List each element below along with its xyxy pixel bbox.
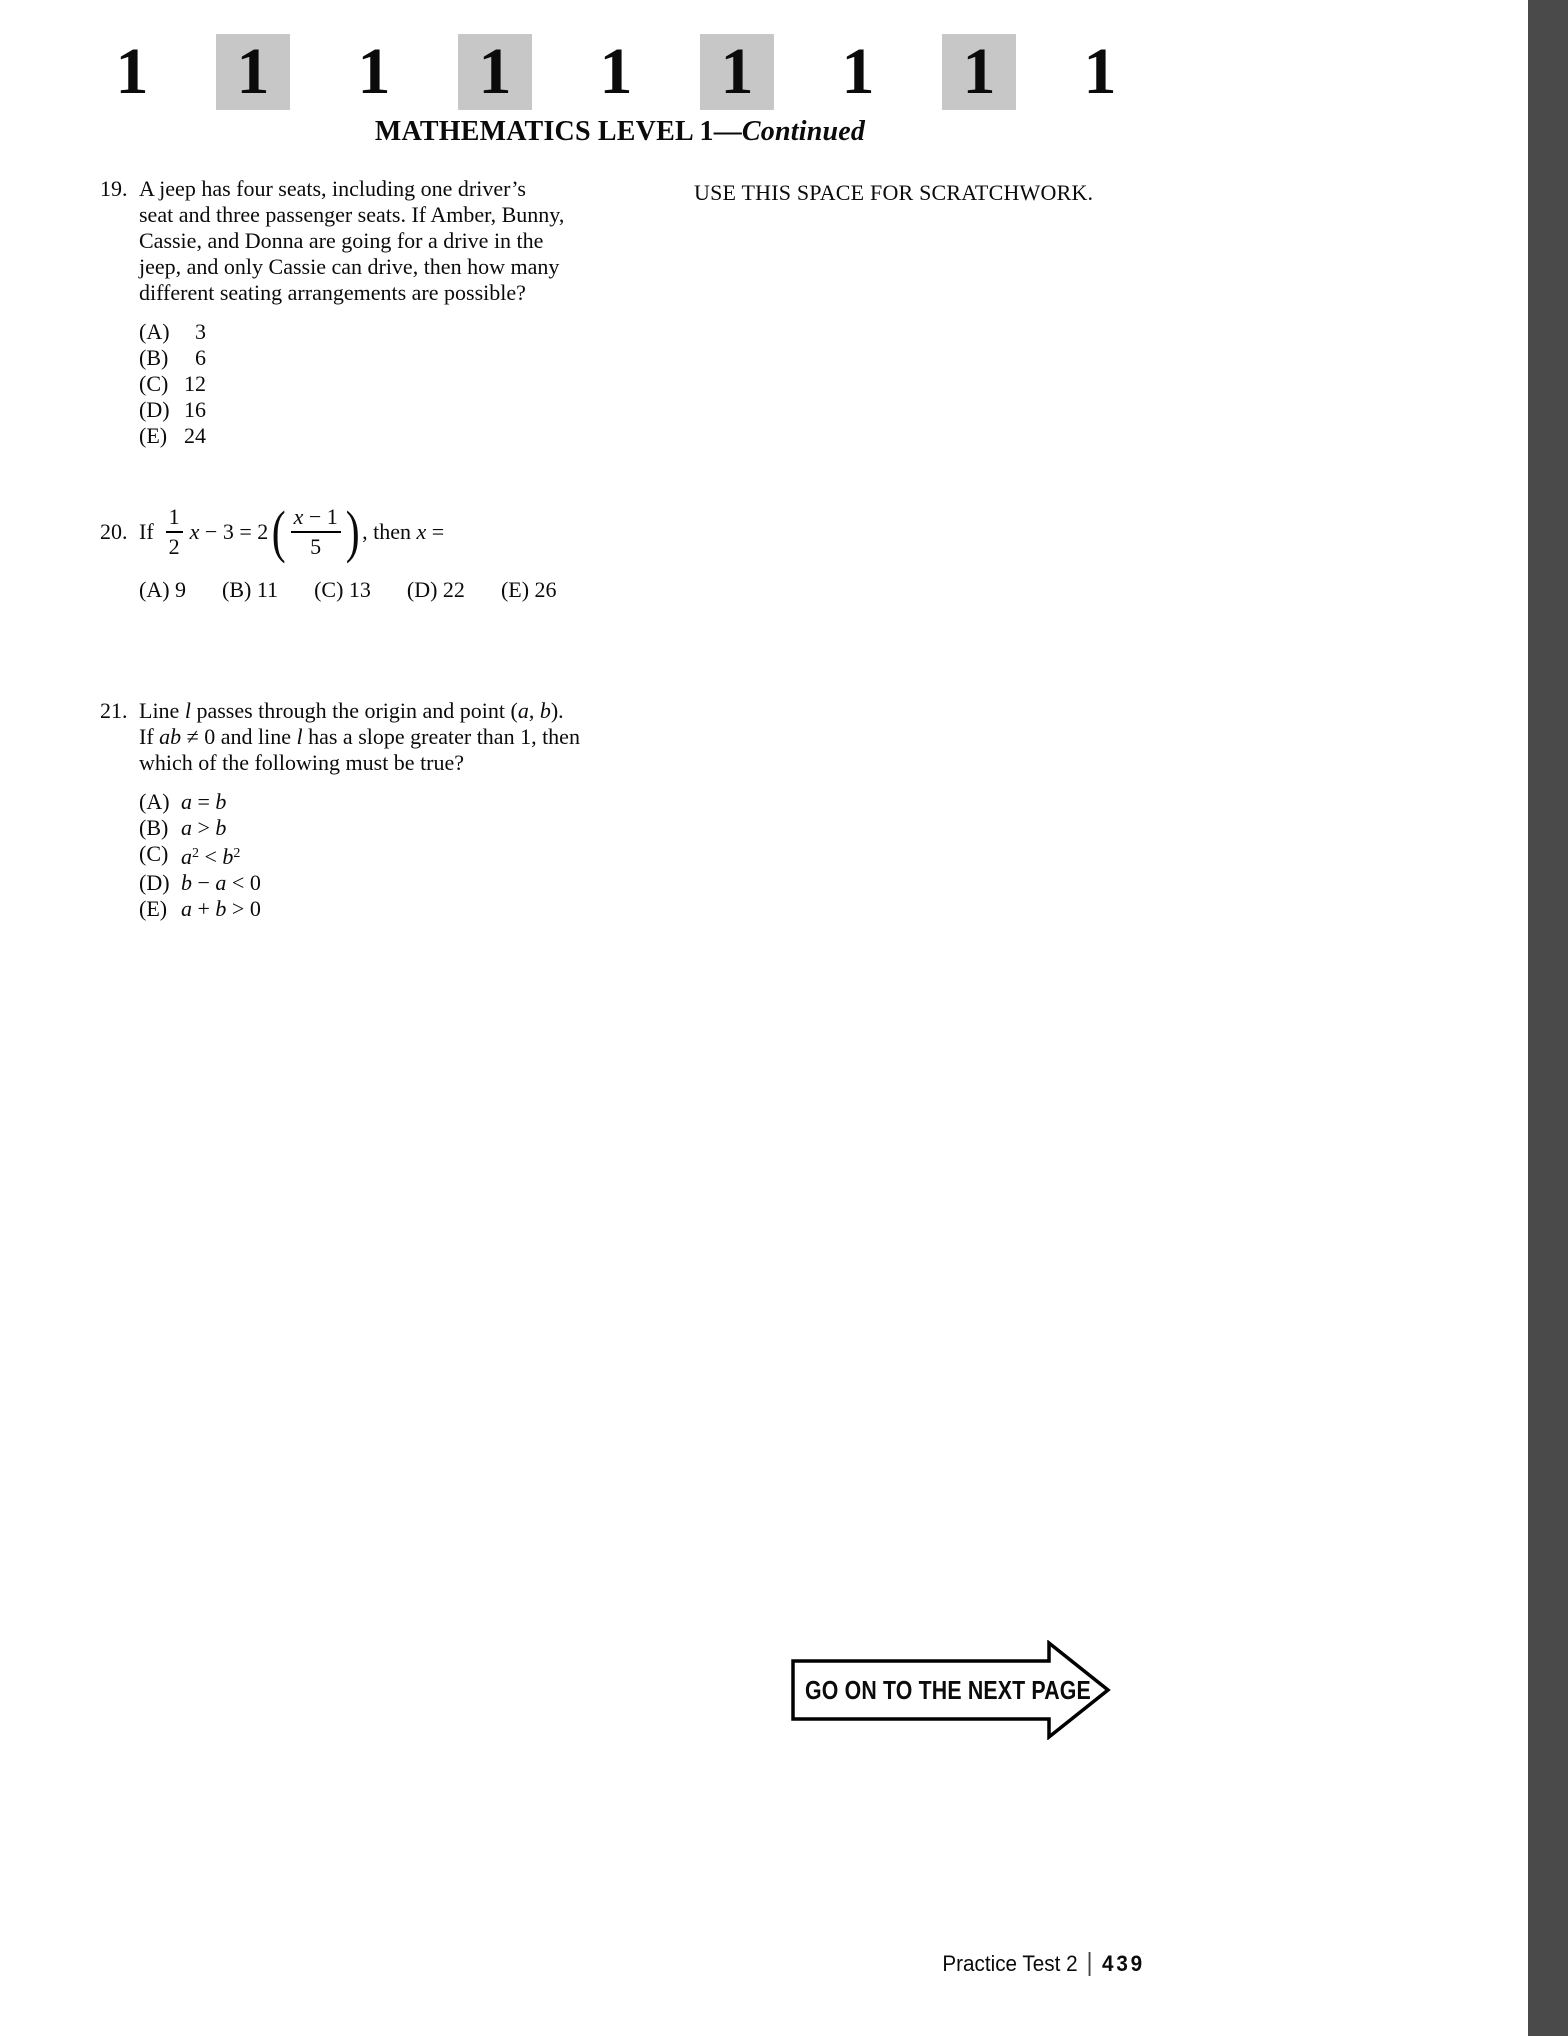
section-digit: 1 xyxy=(599,35,633,108)
choice-label: (C) xyxy=(139,841,169,866)
choice-b xyxy=(139,815,660,841)
question-20-equation xyxy=(100,499,660,564)
choice-value: 12 xyxy=(184,371,206,396)
question-21-choices xyxy=(139,789,660,922)
section-digit: 1 xyxy=(942,34,1016,110)
question-19 xyxy=(100,176,620,449)
choice-label: (B) xyxy=(139,815,169,840)
choice-value: $a^2 < b^2$ xyxy=(181,844,241,869)
footer-label: Practice Test 2 xyxy=(942,1951,1078,1976)
choice-value: b − a < 0 xyxy=(181,870,261,895)
question-line: different seating arrangements are possible? xyxy=(139,280,526,305)
choice-b xyxy=(139,345,620,371)
choice-label: (A) xyxy=(139,319,170,344)
choice-c xyxy=(139,371,620,397)
fraction-x-minus-1-over-5 xyxy=(291,505,341,559)
close-paren: ) xyxy=(345,499,360,564)
fraction-denominator: 5 xyxy=(310,534,322,559)
choice-a xyxy=(139,319,620,345)
question-line: If ab ≠ 0 and line l has a slope greater than 1, then xyxy=(139,724,580,749)
title-continued: Continued xyxy=(741,116,866,147)
section-digit: 1 xyxy=(700,34,774,110)
choice-value: a = b xyxy=(181,789,227,814)
footer-divider xyxy=(1089,1952,1091,1976)
section-digit: 1 xyxy=(458,34,532,110)
choice-value: 3 xyxy=(195,319,206,344)
section-digit: 1 xyxy=(115,35,149,108)
go-on-arrow xyxy=(790,1640,1112,1740)
choice-a xyxy=(139,789,660,815)
section-digit: 1 xyxy=(1083,35,1117,108)
title-main: MATHEMATICS LEVEL 1— xyxy=(374,116,742,147)
question-21-text xyxy=(139,698,660,776)
equation-tail: , then x = xyxy=(362,519,445,544)
fraction-one-half xyxy=(166,505,183,559)
choice-label: (C) xyxy=(139,371,169,396)
choice-label: (D) xyxy=(139,870,170,895)
choice-c: (C) 13 xyxy=(314,577,371,602)
question-20 xyxy=(100,499,660,603)
page-edge-bar xyxy=(1528,0,1568,2036)
section-digit: 1 xyxy=(841,35,875,108)
question-line: jeep, and only Cassie can drive, then how many xyxy=(139,254,560,279)
choice-value: a > b xyxy=(181,815,227,840)
choice-label: (B) xyxy=(139,345,169,370)
choice-d xyxy=(139,397,620,423)
question-21 xyxy=(100,698,660,922)
question-19-text xyxy=(139,176,620,306)
question-line: which of the following must be true? xyxy=(139,750,465,775)
question-line: Cassie, and Donna are going for a drive in the xyxy=(139,228,544,253)
question-20-choices xyxy=(139,577,660,603)
question-20-number: 20. xyxy=(100,519,128,544)
choice-value: 6 xyxy=(195,345,206,370)
question-19-choices xyxy=(139,319,620,449)
page-number: 439 xyxy=(1102,1951,1145,1976)
choice-e xyxy=(139,423,620,449)
page-footer xyxy=(816,1951,1145,1977)
section-number-strip xyxy=(95,34,1137,110)
choice-value: 24 xyxy=(184,423,206,448)
choice-label: (D) xyxy=(139,397,170,422)
question-21-number: 21. xyxy=(100,698,128,723)
fraction-numerator: x − 1 xyxy=(291,505,341,533)
choice-b: (B) 11 xyxy=(222,577,279,602)
question-line: seat and three passenger seats. If Amber, Bunny, xyxy=(139,202,565,227)
choice-e xyxy=(139,896,660,922)
equation-middle: x − 3 = 2 xyxy=(189,519,269,544)
choice-label: (E) xyxy=(139,896,168,921)
go-on-label: GO ON TO THE NEXT PAGE xyxy=(805,1674,1091,1705)
choice-d xyxy=(139,870,660,896)
choice-a: (A) 9 xyxy=(139,577,187,602)
page-title xyxy=(95,116,1145,148)
fraction-numerator: 1 xyxy=(166,505,183,533)
section-digit: 1 xyxy=(357,35,391,108)
choice-d: (D) 22 xyxy=(406,577,465,602)
section-digit: 1 xyxy=(216,34,290,110)
choice-c xyxy=(139,841,660,870)
equation-lead: If xyxy=(139,519,154,544)
scratchwork-header: USE THIS SPACE FOR SCRATCHWORK. xyxy=(694,180,1094,205)
choice-label: (A) xyxy=(139,789,170,814)
fraction-denominator: 2 xyxy=(168,534,180,559)
choice-label: (E) xyxy=(139,423,168,448)
choice-value: a + b > 0 xyxy=(181,896,261,921)
choice-value: 16 xyxy=(184,397,206,422)
question-line: A jeep has four seats, including one driver’s xyxy=(139,176,526,201)
choice-e: (E) 26 xyxy=(500,577,557,602)
open-paren: ( xyxy=(271,499,286,564)
question-line: Line l passes through the origin and point (a, b). xyxy=(139,698,564,723)
question-19-number: 19. xyxy=(100,176,128,201)
